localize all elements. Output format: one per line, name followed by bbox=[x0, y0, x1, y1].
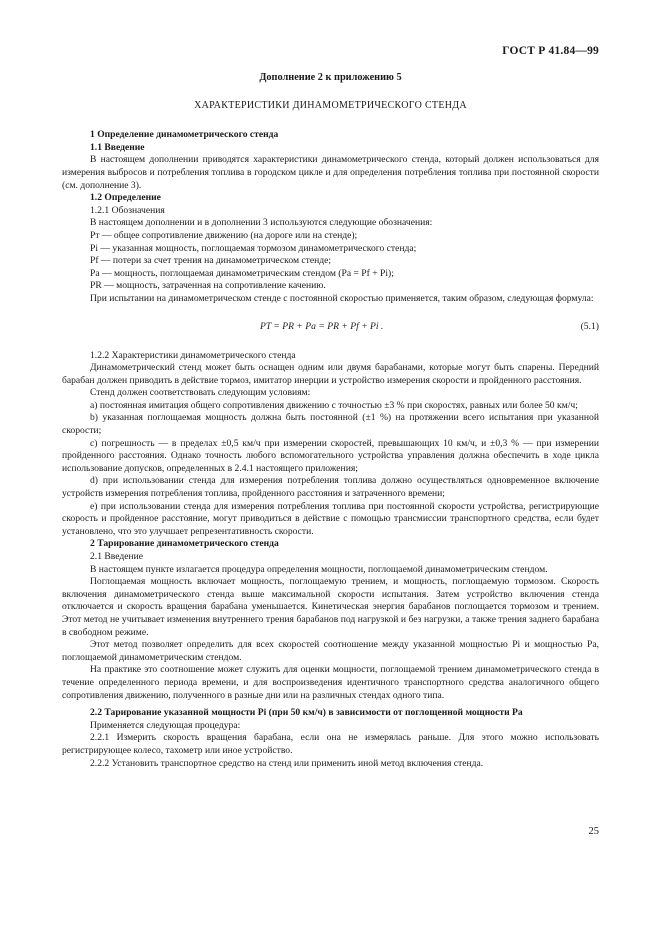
section-2-1-paragraph-2: Поглощаемая мощность включает мощность, поглощаемую трением, и мощность, поглощаемую тормозом. Скорость включения динамометрического стенда выше максимальной скорости испытания. Затем устройство включения стенда отключается и скорость вращения барабана уменьшается. Кинетическая энергия барабанов поглощается тормозом и трением. Этот метод не учитывает изменения внутреннего трения барабанов под нагрузкой и без нагрузки, а также трения заднего барабана в свободном режиме. bbox=[62, 576, 599, 638]
condition-b: b) указанная поглощаемая мощность должна быть постоянной (±1 %) на протяжении всего испытания при указанной скорости; bbox=[62, 412, 599, 437]
formula-row bbox=[62, 321, 599, 335]
page-content bbox=[62, 72, 599, 770]
symbol-pr: PR — мощность, затраченная на сопротивление качению. bbox=[90, 280, 326, 292]
section-2-2-intro: Применяется следующая процедура: bbox=[90, 719, 241, 731]
appendix-title: Дополнение 2 к приложению 5 bbox=[259, 72, 402, 83]
section-2-2-1: 2.2.1 Измерить скорость вращения барабана, если она не измерялась раньше. Для этого можно использовать регистрирующее колесо, тахометр или иное устройство. bbox=[62, 732, 599, 756]
symbol-pf: Pf — потери за счет трения на динамометрическом стенде; bbox=[90, 255, 332, 267]
section-2-1-heading: 2.1 Введение bbox=[90, 551, 144, 562]
condition-d: d) при использовании стенда для измерения потребления топлива должно осуществляться одновременное включение устройств измерения потребления топлива, пройденного расстояния и затраченного времени; bbox=[62, 475, 599, 500]
section-2-1-paragraph-3: Этот метод позволяет определить для всех скоростей соотношение между указанной мощностью Pi и мощностью Pa, поглощаемой динамометрическим стендом. bbox=[62, 639, 599, 663]
formula-number: (5.1) bbox=[580, 320, 599, 332]
symbols-intro: В настоящем дополнении и в дополнении 3 используются следующие обозначения: bbox=[90, 217, 433, 229]
section-1-2-2-paragraph-1: Динамометрический стенд может быть оснащен одним или двумя барабанами, которые могут быть спарены. Передний барабан должен приводить в действие тормоз, имитатор инерции и устройство измерения скорости и пройденного расстояния. bbox=[62, 362, 599, 386]
section-2-2-2: 2.2.2 Установить транспортное средство на стенд или применить иной метод включения стенда. bbox=[90, 757, 484, 769]
condition-a: а) постоянная имитация общего сопротивления движению с точностью ±3 % при скоростях, равных или более 50 км/ч; bbox=[90, 399, 578, 411]
section-1-1-heading: 1.1 Введение bbox=[90, 141, 145, 153]
formula-intro: При испытании на динамометрическом стенде с постоянной скоростью применяется, таким образом, следующая формула: bbox=[90, 292, 594, 304]
formula: PT = PR + Pa = PR + Pf + Pi . bbox=[260, 320, 384, 332]
page-number: 25 bbox=[588, 826, 599, 837]
section-2-1-paragraph-1: В настоящем пункте излагается процедура определения мощности, поглощаемой динамометрическим стендом. bbox=[90, 563, 548, 575]
section-2-2-heading: 2.2 Тарирование указанной мощности Pi (при 50 км/ч) в зависимости от поглощенной мощности Pa bbox=[90, 707, 523, 719]
symbol-pt: Pт — общее сопротивление движению (на дороге или на стенде); bbox=[90, 229, 358, 241]
section-1-2-2-heading: 1.2.2 Характеристики динамометрического стенда bbox=[90, 349, 296, 361]
appendix-subtitle: ХАРАКТЕРИСТИКИ ДИНАМОМЕТРИЧЕСКОГО СТЕНДА bbox=[194, 99, 467, 111]
document-code: ГОСТ Р 41.84—99 bbox=[502, 45, 599, 57]
section-2-heading: 2 Тарирование динамометрического стенда bbox=[90, 538, 279, 550]
symbol-pa: Pa — мощность, поглощаемая динамометрическим стендом (Pa = Pf + Pi); bbox=[90, 267, 394, 279]
symbol-pi: Pi — указанная мощность, поглощаемая тормозом динамометрического стенда; bbox=[90, 242, 417, 254]
section-1-2-2-paragraph-2: Стенд должен соответствовать следующим условиям: bbox=[90, 387, 311, 399]
section-1-1-paragraph: В настоящем дополнении приводятся характеристики динамометрического стенда, который должен использоваться для измерения выбросов и потребления топлива в городском цикле и для определения потребления топлива при постоянной скорости (см. дополнение 3). bbox=[62, 154, 599, 191]
section-1-heading: 1 Определение динамометрического стенда bbox=[90, 129, 279, 141]
condition-c: с) погрешность — в пределах ±0,5 км/ч при измерении скоростей, превышающих 10 км/ч, и ±0,3 % — при измерении пройденного расстояния. Однако точность любого вспомогательного устройства управления должна обеспечить в ходе цикла использование допусков, определенных в 2.4.1 настоящего приложения; bbox=[62, 437, 599, 474]
condition-e: е) при использовании стенда для измерения потребления топлива при постоянной скорости устройства, регистрирующие скорость и пройденное расстояние, могут приводиться в действие с помощью трансмиссии транспортного средства, если будет установлено, что это улучшает репрезентативность скорости. bbox=[62, 500, 599, 537]
section-2-1-paragraph-4: На практике это соотношение может служить для оценки мощности, поглощаемой трением динамометрического стенда в течение определенного периода времени, и для воспроизведения идентичного транспортного средства аналогичного общего сопротивления движению, полученного в разные дни или на различных стендах одного типа. bbox=[62, 664, 599, 701]
section-1-2-1-heading: 1.2.1 Обозначения bbox=[90, 204, 165, 216]
section-1-2-heading: 1.2 Определение bbox=[90, 192, 161, 204]
